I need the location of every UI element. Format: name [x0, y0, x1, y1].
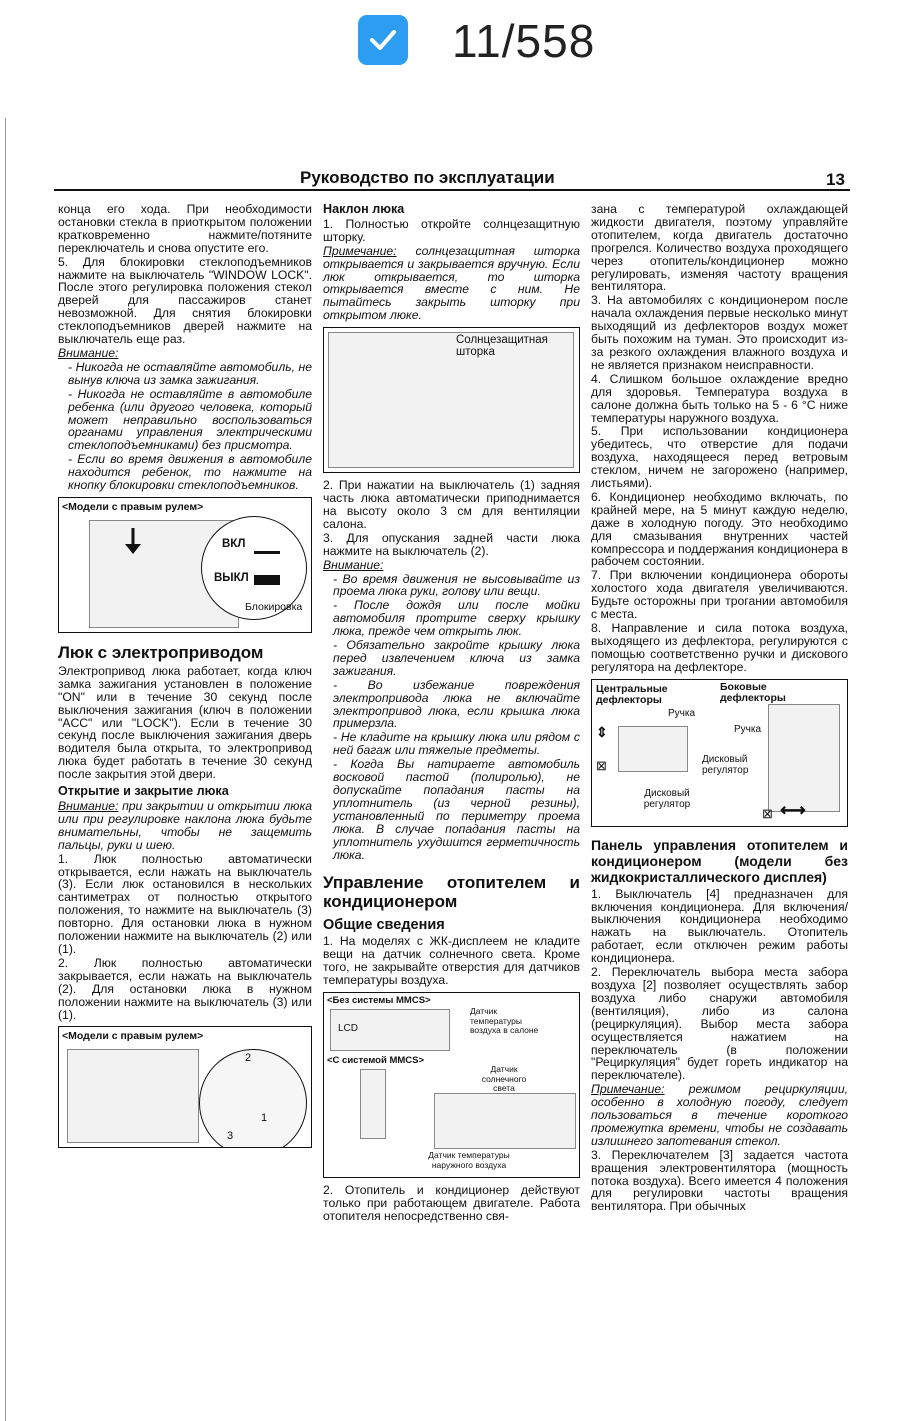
closed-icon: ⊠ — [596, 757, 607, 773]
label-disc: Дисковый регулятор — [702, 753, 749, 776]
column-left — [58, 203, 312, 1154]
label-disc: Дисковый регулятор — [643, 787, 691, 810]
closed-icon: ⊠ — [762, 805, 773, 821]
column-middle — [323, 203, 580, 1224]
label-sunshade: Солнцезащитная шторка — [456, 334, 568, 358]
paragraph: 7. При включении кондиционера обороты холостого хода двигателя увеличиваются. Будьте осторожны при трогании автомобиля с места. — [591, 568, 848, 622]
page-counter: 11/558 — [452, 15, 596, 67]
figure-sensors — [323, 992, 580, 1178]
figure-caption: <С системой MMCS> — [327, 1055, 425, 1067]
paragraph: 8. Направление и сила потока воздуха, выходящего из дефлектора, регулируются с помощью соответственно ручки и дискового регулятора на дефлекторе. — [591, 621, 848, 674]
warning-label: Внимание: — [323, 557, 384, 572]
figure-window-lock — [58, 497, 312, 633]
paragraph: 2. Люк полностью автоматически закрывается, если нажать на выключатель (2). Для остановки люка в нужном положении нажмите на выключатель (3) или (1). — [58, 955, 312, 1022]
mmcs-panel-image — [360, 1069, 386, 1139]
section-heading: Управление отопителем и кондиционером — [323, 873, 580, 912]
side-deflector-image — [768, 704, 840, 812]
note-paragraph: Примечание: солнцезащитная шторка открывается и закрывается вручную. Если люк открывается, то шторка открывается вместе с ним. Не пытайтесь закрыть шторку при открытом люке. — [323, 243, 580, 323]
warning-item: - Обязательно закройте крышку люка перед извлечением ключа из замка зажигания. — [333, 638, 580, 678]
label-lcd: LCD — [338, 1023, 359, 1035]
warning-item: - После дождя или после мойки автомобиля протрите сверху крышку люка, прежде чем открыть люк. — [333, 598, 580, 639]
label-lock: Блокировка — [245, 600, 303, 613]
figure-deflectors — [591, 679, 848, 827]
running-head: Руководство по эксплуатации — [300, 168, 555, 187]
warning-label: Внимание: — [58, 345, 119, 360]
label-off: ВЫКЛ — [214, 571, 249, 584]
paragraph: 2. Переключатель выбора места забора воздуха [2] позволяет осуществлять забор воздуха либо снаружи автомобиля (вентиляция), либо из салона (рециркуляция). Выбор места забора осуществляется нажатием на переключатель (в положении "Рециркуляция" будет гореть индикатор на переключателе). — [591, 965, 848, 1083]
arrow-down-icon — [119, 526, 147, 556]
figure-caption: <Без системы MMCS> — [327, 995, 431, 1007]
label-side-deflectors: Боковые дефлекторы — [720, 680, 786, 704]
paragraph: зана с температурой охлаждающей жидкости двигателя, поэтому управляйте отопителем, когда двигатель достаточно прогрелся. Количество воздуха проходящего через отопитель/кондиционер можно регулировать, изменяя частоту вращения вентилятора. — [591, 202, 848, 294]
arrow-updown-icon: ⇕ — [596, 723, 608, 740]
paragraph: Электропривод люка работает, когда ключ замка зажигания установлен в положение "ON" или в течение 30 секунд после выключения зажигания (ключ в положении "ACC" или "LOCK"). Если в течение 30 секунд после выключения зажигания дверь водителя была открыта, то электропривод люка будет работать в течение 30 секунд после закрытия этой двери. — [58, 663, 312, 782]
paragraph: 5. При использовании кондиционера убедитесь, что отверстие для подачи воздуха, находящееся перед ветровым стеклом, ничем не загорожено (например, листьями). — [591, 424, 848, 491]
warning-item: - Когда Вы натираете автомобиль восковой пастой (полиролью), не допускайте попадания пасты на уплотнитель (из черной резины), установленный по периметру проема люка. В случае попадания пасты на уплотнитель ухудшится герметичность люка. — [333, 757, 580, 862]
paragraph: 1. Полностью откройте солнцезащитную шторку. — [323, 216, 580, 244]
warning-item: - Никогда не оставляйте автомобиль, не вынув ключа из замка зажигания. — [68, 359, 312, 387]
paragraph: 1. Люк полностью автоматически открывается, если нажать на выключатель (3). Если люк остановился в нескольких сантиметрах от полностью открытого положения, то нажмите на выключатель (3) повторно. Для остановки люка в нужном положении нажмите на выключатель (2) или (1). — [58, 851, 312, 956]
label-cabin-sensor: Датчик температуры воздуха в салоне — [470, 1006, 539, 1036]
label-switch-2: 2 — [245, 1052, 252, 1065]
subheading: Открытие и закрытие люка — [58, 784, 229, 799]
paragraph: 4. Слишком большое охлаждение вредно для здоровья. Температура воздуха в салоне должна быть только на 5 - 6 °С ниже температуры наружного воздуха. — [591, 371, 848, 425]
warning-item: - Во избежание повреждения электропривода люка не включайте электропривод люка, если крышка люка примерзла. — [333, 677, 580, 731]
subsection-heading: Общие сведения — [323, 917, 445, 934]
page-edge — [0, 118, 6, 1421]
paragraph: 2. При нажатии на выключатель (1) задняя часть люка автоматически приподнимается на высоту около 3 см для вентиляции салона. — [323, 478, 580, 531]
subheading: Наклон люка — [323, 202, 405, 216]
paragraph: 1. На моделях с ЖК-дисплеем не кладите вещи на датчик солнечного света. Кроме того, не закрывайте отверстия для датчиков температуры воздуха. — [323, 934, 580, 988]
figure-caption: <Модели с правым рулем> — [62, 500, 204, 513]
center-deflector-image — [618, 726, 688, 772]
document-page[interactable] — [0, 118, 914, 1421]
warning-item: - Никогда не оставляйте в автомобиле ребенка (или другого человека, который может неправильно воспользоваться органами управления электрическими стеклоподъемниками) без присмотра. — [68, 386, 312, 453]
label-sun-sensor: Датчик солнечного света — [481, 1064, 527, 1094]
page-number: 13 — [826, 170, 845, 189]
switch-detail-callout — [199, 1049, 307, 1148]
warning-item: - Если во время движения в автомобиле находится ребенок, то нажмите на кнопку блокировки стеклоподъемников. — [68, 452, 312, 493]
car-image — [434, 1093, 576, 1149]
arrow-leftright-icon: ⟷ — [780, 799, 806, 820]
label-center-deflectors: Центральные дефлекторы — [596, 682, 668, 706]
paragraph: 1. Выключатель [4] предназначен для включения кондиционера. Для включения/выключения кондиционера необходимо нажать на выключатель. Отопитель работает, если отключен режим работы кондиционера. — [591, 886, 848, 966]
note-paragraph: Примечание: режимом рециркуляции, особенно в холодную погоду, следует пользоваться в течение короткого промежутка времени, чтобы не создавать излишнего запотевания стекол. — [591, 1082, 848, 1148]
paragraph: конца его хода. При необходимости остановки стекла в приоткрытом положении кратковременно нажмите/потяните переключатель и снова опустите его. — [58, 202, 312, 255]
label-switch-1: 1 — [261, 1112, 268, 1125]
section-heading: Панель управления отопителем и кондиционером (модели без жидкокристаллического дисплея) — [591, 836, 848, 885]
check-icon — [366, 23, 400, 57]
section-heading: Люк с электроприводом — [58, 642, 264, 662]
label-switch-3: 3 — [227, 1130, 234, 1143]
label-on: ВКЛ — [222, 537, 246, 550]
figure-sunshade — [323, 327, 580, 473]
paragraph: 3. На автомобилях с кондиционером после начала охлаждения первые несколько минут выходящий из дефлекторов воздух может быть похожим на туман. Это происходит из-за резкого охлаждения влажного воздуха и не является признаком неисправности. — [591, 293, 848, 372]
warning-item: - Не кладите на крышку люка или рядом с ней багаж или тяжелые предметы. — [333, 730, 580, 758]
overhead-console-image — [67, 1049, 199, 1143]
label-knob: Ручка — [668, 707, 696, 719]
viewer-toolbar — [0, 0, 914, 88]
paragraph: 6. Кондиционер необходимо включать, по крайней мере, на 5 минут каждую неделю, даже в холодную погоду. Это необходимо для смазывания внутренних частей компрессора и поддержания кондиционера в рабочем состоянии. — [591, 489, 848, 569]
paragraph: 3. Переключателем [3] задается частота вращения электровентилятора (мощность потока воздуха). Всего имеется 4 положения для регулировки частоты вращения вентилятора. При обычных — [591, 1147, 848, 1214]
select-page-button[interactable] — [358, 15, 408, 65]
warning-paragraph: Внимание: при закрытии и открытии люка или при регулировке наклона люка будьте внимательны, чтобы не защемить пальцы, руки и шею. — [58, 799, 312, 852]
paragraph: 5. Для блокировки стеклоподъемников нажмите на выключатель "WINDOW LOCK". После этого регулировка положения стекол дверей для пассажиров станет невозможной. Для снятия блокировки стеклоподъемников дверей нажмите на выключатель еще раз. — [58, 254, 312, 347]
header-rule — [54, 189, 850, 191]
paragraph: 2. Отопитель и кондиционер действуют только при работающем двигателе. Работа отопителя непосредственно свя- — [323, 1183, 580, 1223]
figure-sunroof-switch — [58, 1026, 312, 1148]
label-knob: Ручка — [734, 723, 762, 735]
warning-item: - Во время движения не высовывайте из проема люка руки, голову или вещи. — [333, 571, 580, 599]
column-right — [591, 203, 848, 1214]
paragraph: 3. Для опускания задней части люка нажмите на выключатель (2). — [323, 530, 580, 558]
figure-caption: <Модели с правым рулем> — [62, 1030, 204, 1043]
label-outside-sensor: Датчик температуры наружного воздуха — [428, 1150, 510, 1170]
